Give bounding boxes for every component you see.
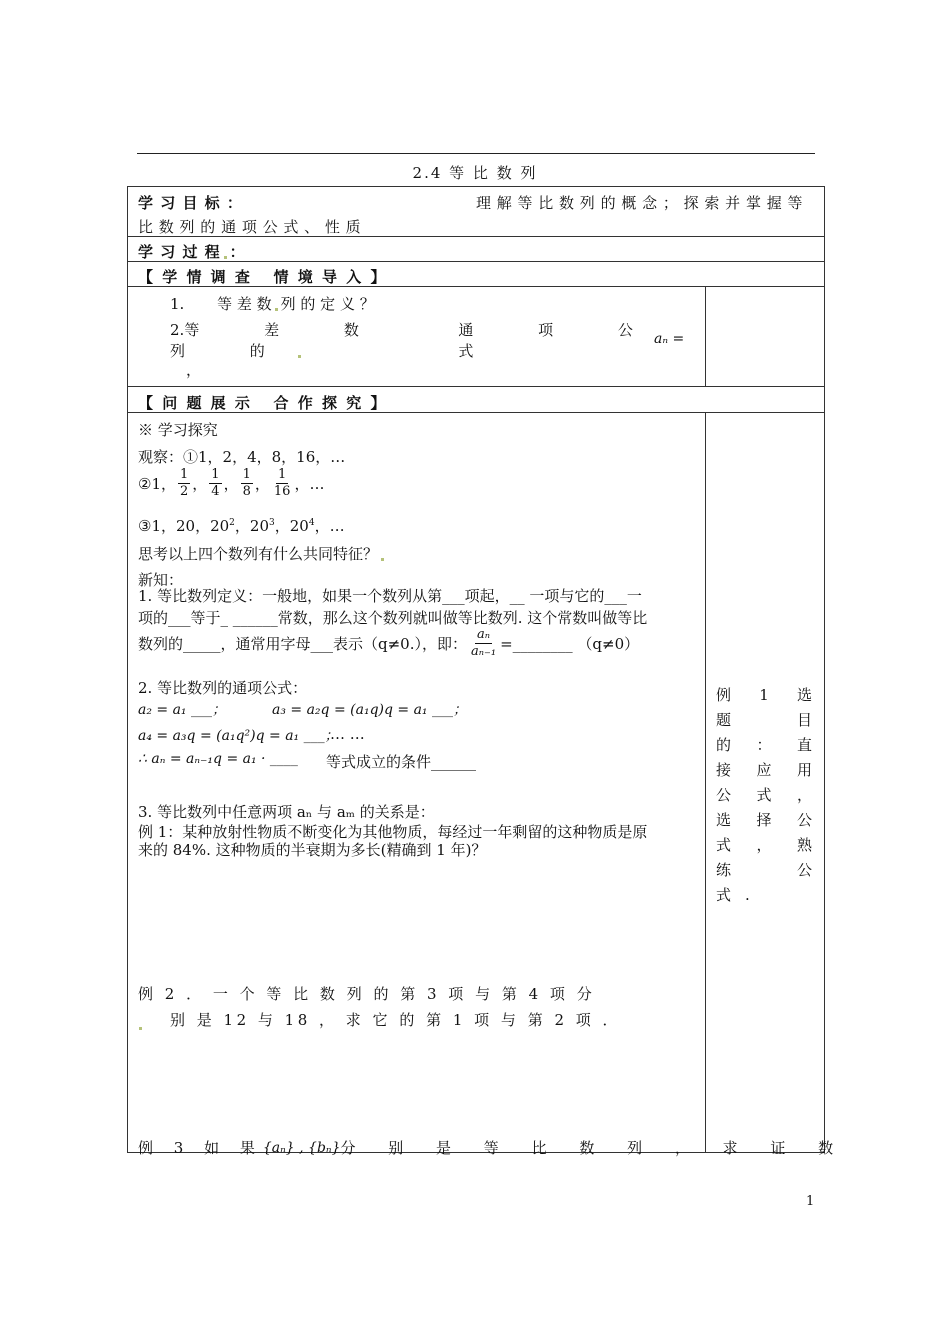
formula-a4: a₄ = a₃q = (a₁q²)q = a₁ ___； bbox=[138, 728, 339, 744]
q1-text-b: 列 的 定 义 ？ bbox=[280, 295, 375, 313]
formula-title: 2. 等比数列的通项公式： bbox=[138, 679, 308, 697]
fraction: $\frac{1}{8}$ bbox=[242, 467, 251, 499]
process-colon: ： bbox=[229, 243, 246, 261]
side-note-line: 练 公 bbox=[716, 861, 812, 879]
section2-header-cell bbox=[128, 387, 825, 413]
dot-mark bbox=[381, 558, 384, 561]
fraction: $\frac{1}{2}$ bbox=[180, 467, 189, 499]
page-number: 1 bbox=[806, 1194, 815, 1209]
example2-line-1: 例 2 ． 一 个 等 比 数 列 的 第 3 项 与 第 4 项 分 bbox=[138, 985, 596, 1003]
goal-cell bbox=[128, 187, 825, 237]
definition-line-3 bbox=[138, 627, 639, 660]
side-note-line: 接 应 用 bbox=[716, 761, 812, 779]
goal-label: 学 习 目 标 ： bbox=[138, 194, 243, 212]
section1-header: 【 学 情 调 查 情 境 导 入 】 bbox=[138, 268, 388, 286]
side-note-line: 选 择 公 bbox=[716, 811, 812, 829]
formula-a2: a₂ = a₁ ___； bbox=[138, 702, 226, 718]
q1-text-a: 等 差 数 bbox=[217, 295, 272, 313]
top-rule bbox=[137, 153, 815, 154]
q2-tail: ， bbox=[186, 361, 202, 379]
q2-text-b: 通 项 公 式 bbox=[458, 321, 663, 360]
side-note-line: 例 1 选 bbox=[716, 686, 812, 704]
worksheet-table bbox=[127, 186, 848, 1157]
side-note bbox=[716, 683, 812, 908]
side-note-line: 的 ： 直 bbox=[716, 736, 812, 754]
example3-sets: {aₙ} , {bₙ} bbox=[262, 1139, 341, 1156]
relation-question: 3. 等比数列中任意两项 aₙ 与 aₘ 的关系是： bbox=[138, 803, 435, 821]
page-title: 2.4 等 比 数 列 bbox=[412, 164, 538, 182]
example1-line-1: 例 1：某种放射性物质不断变化为其他物质，每经过一年剩留的这种物质是原 bbox=[138, 823, 648, 841]
definition-line-3-b: =________ （q≠0） bbox=[500, 635, 640, 653]
side-note-cell bbox=[706, 413, 825, 1153]
dot-mark bbox=[275, 308, 278, 311]
observe-1: 观察：①1，2，4，8，16，… bbox=[138, 448, 346, 466]
power: $20^2$ bbox=[210, 517, 235, 535]
example3-text-b: 分 别 是 等 比 数 列 ， 求 证 数 bbox=[340, 1139, 848, 1157]
think-question: 思考以上四个数列有什么共同特征？ bbox=[138, 545, 379, 563]
dot-mark bbox=[139, 1027, 142, 1030]
observe-2-start: ②1， bbox=[138, 475, 176, 493]
study-heading: ※ 学习探究 bbox=[138, 421, 218, 439]
ratio-fraction: $\frac{\text{aₙ}}{\text{aₙ₋₁}}$ bbox=[470, 627, 497, 659]
example2-line-2: 别 是 12 与 18 ， 求 它 的 第 1 项 与 第 2 项 ． bbox=[170, 1011, 622, 1029]
observe-3-start: ③1，20， bbox=[138, 517, 211, 535]
section1-side-cell bbox=[706, 287, 825, 387]
formula-an: ∴ aₙ = aₙ₋₁q = a₁ · ____ bbox=[138, 751, 298, 767]
process-cell bbox=[128, 237, 825, 262]
observe-3: ③1，20，$20^2$，$20^3$，$20^4$，… bbox=[138, 517, 345, 535]
formula-condition: 等式成立的条件______ bbox=[326, 753, 477, 771]
observe-2: ②1， $\frac{1}{2}$ ， $\frac{1}{4}$ ， $\frac{1}{8}$ ， $\frac{1}{16}$ ，… bbox=[138, 467, 325, 499]
definition-line-2: 项的___等于_ ______常数，那么这个数列就叫做等比数列. 这个常数叫做等比 bbox=[138, 609, 648, 627]
example3-text-a: 例 3 如 果 bbox=[138, 1139, 263, 1157]
dot-mark bbox=[298, 355, 301, 358]
dot-mark bbox=[224, 256, 227, 259]
side-note-line: 式 ， 熟 bbox=[716, 836, 812, 854]
power: $20^3$ bbox=[249, 517, 275, 535]
section2-header: 【 问 题 展 示 合 作 探 究 】 bbox=[138, 394, 388, 412]
fraction: $\frac{1}{4}$ bbox=[211, 467, 220, 499]
formula-ellipsis: … … bbox=[330, 725, 365, 743]
process-label: 学 习 过 程 bbox=[138, 243, 221, 261]
side-note-line: 题 目 bbox=[716, 711, 812, 729]
definition-line-3-a: 数列的_____，通常用字母___表示（q≠0.），即： bbox=[138, 635, 467, 653]
observe-2-end: ，… bbox=[294, 475, 325, 493]
q2-formula: aₙ = bbox=[654, 331, 685, 347]
section1-content bbox=[128, 287, 706, 387]
q2-number: 2. bbox=[170, 321, 185, 339]
q1-number: 1. bbox=[170, 295, 185, 313]
side-note-line: 公 式 ， bbox=[716, 786, 812, 804]
goal-line1: 理 解 等 比 数 列 的 概 念 ； 探 索 并 掌 握 等 bbox=[475, 194, 803, 212]
section1-header-cell bbox=[128, 262, 825, 287]
observe-3-end: ，… bbox=[314, 517, 345, 535]
formula-a3: a₃ = a₂q = (a₁q)q = a₁ ___； bbox=[272, 702, 467, 718]
example1-line-2: 来的 84%. 这种物质的半衰期为多长(精确到 1 年)？ bbox=[138, 841, 487, 859]
new-knowledge-label: 新知： bbox=[138, 571, 184, 589]
q2-text-a: 等 差 数 列 的 bbox=[170, 321, 389, 360]
goal-line2: 比 数 列 的 通 项 公 式 、 性 质 bbox=[138, 218, 362, 236]
side-note-line: 式 . bbox=[716, 886, 750, 904]
definition-line-1: 1. 等比数列定义：一般地，如果一个数列从第___项起，__ 一项与它的___一 bbox=[138, 587, 642, 605]
power: $20^4$ bbox=[289, 517, 315, 535]
fraction: $\frac{1}{16}$ bbox=[273, 467, 291, 499]
example3-line bbox=[138, 1137, 848, 1158]
